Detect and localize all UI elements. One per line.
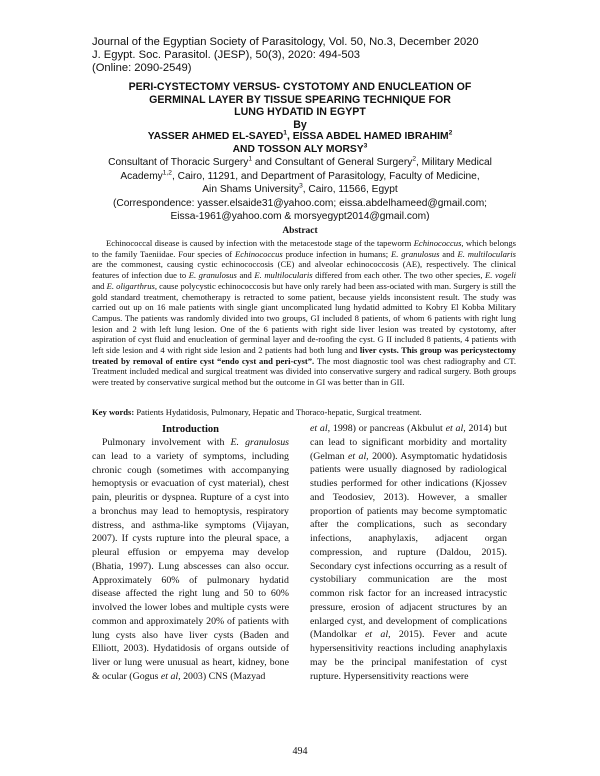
abstract-text: cause polycystic echinococcosis but have only rarely had been ass-ociated with man. Surgery is still the gold standard treatment, chemotherapy is retracted to some patient, because yields inconsistent result. The study was carried out up on 16 male patients with single giant uncomplicated lung hydatid admitted to Kobry El Kobba Military Campus. The patients was randomly divided into two groups, GI included 8 patients, of whom 6 patients with right lung lesion and 2 with left lung lesion. One of the 6 patients with right side liver lesion was treated by cystotomy, after aspiration of cyst fluid and enucleation of germinal layer and de-roofing the cyst. G II included 8 patients, 4 patients with left side lesion and 4 with right side lesion and 2 patients had both lung and: [92, 280, 517, 356]
affil-text-5: Ain Shams University: [202, 184, 300, 196]
intro-italic: E. granulosus: [230, 437, 289, 448]
authors-and: AND: [232, 143, 255, 155]
intro-text: Pulmonary involvement with: [102, 437, 231, 448]
intro-italic: et al,: [347, 450, 369, 462]
page-number: 494: [292, 746, 308, 757]
abstract-text: Echinococcal disease is caused by infection with the metacestode stage of the tapeworm: [106, 238, 414, 248]
intro-text: 2003) CNS (Mazyad: [180, 670, 266, 682]
title-line-2: GERMINAL LAYER BY TISSUE SPEARING TECHNIQUE FOR: [149, 93, 451, 106]
abstract-text: and: [92, 280, 107, 291]
author-1: YASSER AHMED EL-SAYED: [147, 131, 284, 142]
intro-italic: et al,: [310, 423, 331, 434]
title-by: By: [293, 118, 307, 131]
author-list: [60, 131, 540, 156]
abstract-italic: Echinococcus: [413, 238, 462, 248]
affil-text-2: and Consultant of General Surgery: [252, 157, 413, 168]
intro-column-left: [92, 436, 289, 684]
title-line-1: PERI-CYSTECTOMY VERSUS- CYSTOTOMY AND ENUCLEATION OF: [128, 81, 472, 93]
affil-sup-3: 1,2: [162, 169, 172, 177]
abstract-italic: E. granulosus: [390, 248, 440, 259]
abstract-body: [92, 238, 516, 388]
abstract-text: The most diagnostic tool was chest radiography and CT. Treatment included medical and surgical treatment was divided into conservative surgery and radical surgery. Both groups were treated by conservative surgical method but the outcome in GI was better than in GII.: [92, 355, 516, 388]
intro-text: 2014) but can lead to significant morbidity and mortality (Gelman: [310, 423, 507, 462]
abstract-text: differed from each other. The two other species,: [312, 270, 486, 281]
citation-line: J. Egypt. Soc. Parasitol. (JESP), 50(3), 2020: 494-503: [92, 49, 361, 61]
abstract-text: and: [236, 270, 255, 281]
title-line-3: LUNG HYDATID IN EGYPT: [234, 106, 366, 118]
intro-column-right: [310, 422, 507, 683]
affil-sup-5: 3: [299, 182, 303, 190]
intro-text: 1998) or pancreas (Akbulut: [330, 423, 446, 434]
journal-title-line: Journal of the Egyptian Society of Parasitology, Vol. 50, No.3, December 2020: [92, 36, 479, 48]
intro-text: can lead to a variety of symptoms, including chronic cough (sometimes with accompanying hemoptysis or evacuation of cyst material), chest pain, pleuritis or dyspnea. Rupture of a cyst into a bronchus may lead to hemoptysis, respiratory distress, and asthma-like symptoms (Vijayan, 2007). If cysts rupture into the pleural space, a pleural effusion or empyema may develop (Bhatia, 1997). Lung abscesses can also occur. Approximately 60% of pulmonary hydatid disease affected the right lung and 50 to 60% involved the lower lobes and multiple cysts were common and approximately 20% of patients with lung cysts also have liver cysts (Baden and Elliott, 2003). Hydatidosis of organs outside of liver or lung were unusual as heart, kidney, bone & ocular (Gogus: [92, 450, 289, 682]
affil-sup-2: 2: [412, 155, 417, 163]
affil-text-6: , Cairo, 11566, Egypt: [302, 184, 398, 196]
correspondence-line-1: (Correspondence: yasser.elsaide31@yahoo.com; eissa.abdelhameed@gmail.com;: [112, 197, 488, 209]
abstract-italic: E. vogeli: [485, 270, 516, 281]
author-2-sup: 2: [448, 129, 453, 137]
article-title: [60, 81, 540, 131]
abstract-italic: E. granulosus: [188, 270, 237, 281]
intro-text: 2000). Asymptomatic hydatidosis patients were usually diagnosed by radiological studies performed for other indications (Kjossev and Teodosiev, 2013). However, a smaller proportion of patients may become symptomatic after the complications, such as secondary infections, anaphylaxis, adjacent organ compression, and rupture (Daldou, 2015). Secondary cyst infections occurring as a result of cystobiliary communication are the most common risk factor for an increased intracystic pressure, erosion of adjacent structures by an enlarged cyst, and development of complications (Mandolkar: [310, 450, 507, 641]
affil-text-4: , Cairo, 11291, and Department of Parasitology, Faculty of Medicine,: [172, 170, 480, 182]
abstract-italic: E. multilocularis: [457, 248, 516, 259]
intro-italic: et al,: [364, 629, 391, 641]
keywords-label: Key words:: [92, 407, 135, 417]
authors-line-1: YASSER AHMED EL-SAYED$^1$, EISSA ABDEL HAMED IBRAHIM$^2$: [147, 129, 453, 142]
intro-italic: et al,: [445, 423, 466, 434]
correspondence-line-2: Eissa-1961@yahoo.com & morsyegypt2014@gmail.com): [170, 211, 430, 223]
abstract-text: are the commonest, causing cystic echinococcosis (CE) and alveolar echinococcosis (AE), respectively. The clinical features of infection due to: [92, 259, 516, 281]
abstract-text: and: [439, 248, 458, 259]
introduction-heading: Introduction: [162, 424, 219, 435]
abstract-italic: E. oligarthrus,: [106, 280, 157, 291]
abstract-text: , which belongs to the family Taeniidae. Four species of: [92, 238, 516, 259]
abstract-heading: Abstract: [282, 226, 318, 236]
author-3-sup: 3: [363, 142, 368, 150]
affil-sup-1: 1: [248, 155, 253, 163]
keywords-text: Patients Hydatidosis, Pulmonary, Hepatic and Thoraco-hepatic, Surgical treatment.: [134, 407, 422, 417]
author-2: EISSA ABDEL HAMED IBRAHIM: [292, 131, 449, 142]
intro-text: 2015). Fever and acute hypersensitivity reactions including anaphylaxis may be the principal manifestation of cyst rupture. Hypersensitivity reactions were: [310, 629, 507, 682]
author-3: TOSSON ALY MORSY: [257, 143, 364, 155]
authors-line-2: [60, 144, 540, 157]
author-1-sup: 1: [283, 129, 288, 137]
abstract-bold-text: liver cysts. This group was pericystectomy treated by removal of entire cyst “endo cyst and peri-cyst”.: [92, 345, 516, 366]
affil-text-3: , Military Medical Academy: [120, 157, 492, 182]
affiliations: [82, 156, 518, 224]
abstract-text: produce infection in humans;: [282, 248, 391, 259]
keywords: [92, 407, 516, 418]
abstract-italic: E. multilocularis: [254, 270, 313, 281]
issn-line: (Online: 2090-2549): [92, 62, 192, 74]
affil-text-1: Consultant of Thoracic Surgery: [108, 157, 249, 168]
abstract-italic: Echinococcus: [235, 248, 283, 259]
intro-italic: et al,: [160, 670, 181, 682]
